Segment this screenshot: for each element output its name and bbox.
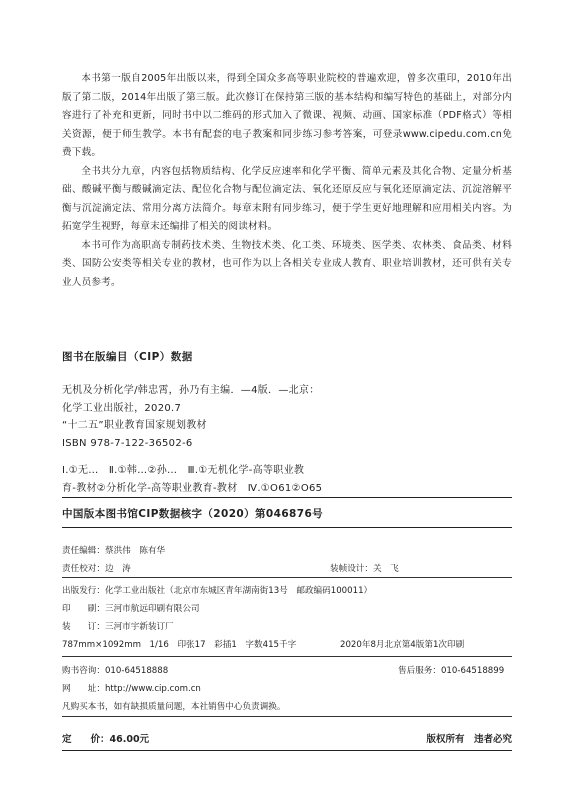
printer-info: 印 刷：三河市航远印刷有限公司 [62,604,200,614]
intro-section [62,70,512,292]
after-sales-service: 售后服务：010-64518899 [398,666,505,676]
cip-line: 育-教材②分析化学-高等职业教育-教材 Ⅳ.①O61②O65 [62,482,323,494]
intro-paragraph: 全书共分九章，内容包括物质结构、化学反应速率和化学平衡、简单元素及其化合物、定量分析基础、酸碱平衡与酸碱滴定法、配位化合物与配位滴定法、氧化还原反应与氧化还原滴定法、沉淀溶解平衡与沉淀滴定法、常用分离方法简介。每章末附有同步练习，便于学生更好地理解和应用相关内容。为拓宽学生视野，每章末还编排了相关的阅读材料。 [62,165,512,232]
intro-paragraph: 本书可作为高职高专制药技术类、生物技术类、化工类、环境类、医学类、农林类、食品类、材料类、国防公安类等相关专业的教材，也可作为以上各相关专业成人教育、职业培训教材，还可供有关专业人员参考。 [62,239,512,288]
cip-line: Ⅰ.①无… Ⅱ.①韩…②孙… Ⅲ.①无机化学-高等职业教 [62,465,305,477]
intro-paragraph: 本书第一版自2005年出版以来，得到全国众多高等职业院校的普遍欢迎，曾多次重印，2010年出版了第二版，2014年出版了第三版。此次修订在保持第三版的基本结构和编写特色的基础上，对部分内容进行了补充和更新，同时书中以二维码的形式加入了微课、视频、动画、国家标准（PDF格式）等相关资源，便于师生教学。本书有配套的电子教案和同步练习参考答案，可登录www.cipedu.com.cn免费下载。 [62,73,512,158]
publisher-info: 出版发行：化学工业出版社（北京市东城区青年湖南街13号 邮政编码100011） [62,586,373,596]
responsible-editor: 责任编辑：蔡洪伟 陈有华 [62,546,166,556]
cip-line: 无机及分析化学/韩忠霄，孙乃有主编．—4版．—北京： [62,385,320,396]
cover-designer: 装帧设计：关 飞 [330,564,399,574]
copyright-notice: 版权所有 违者必究 [426,734,512,745]
proofreader: 责任校对：边 涛 [62,564,131,574]
cip-record [62,382,482,498]
cip-heading: 图书在版编目（CIP）数据 [62,351,193,363]
cip-line: 化学工业出版社，2020.7 [62,402,182,414]
cip-record-number: 中国版本图书馆CIP数据核字（2020）第046876号 [62,508,324,520]
edition-info: 2020年8月北京第4版第1次印刷 [340,640,465,650]
divider [62,656,512,657]
price: 定 价：46.00元 [62,734,150,745]
format-specs: 787mm×1092mm 1/16 印张17 彩插1 字数415千字 [62,640,297,650]
quality-notice: 凡购买本书，如有缺损质量问题，本社销售中心负责调换。 [62,702,286,712]
divider [62,577,512,578]
purchase-consult: 购书咨询：010-64518888 [62,666,169,676]
divider [62,750,512,751]
divider [62,716,512,717]
website: 网 址：http://www.cip.com.cn [62,684,201,694]
divider [62,527,512,528]
divider [62,497,512,498]
binder-info: 装 订：三河市宇新装订厂 [62,622,174,632]
cip-line: “十二五”职业教育国家规划教材 [62,420,207,432]
cip-line: ISBN 978-7-122-36502-6 [62,437,193,449]
